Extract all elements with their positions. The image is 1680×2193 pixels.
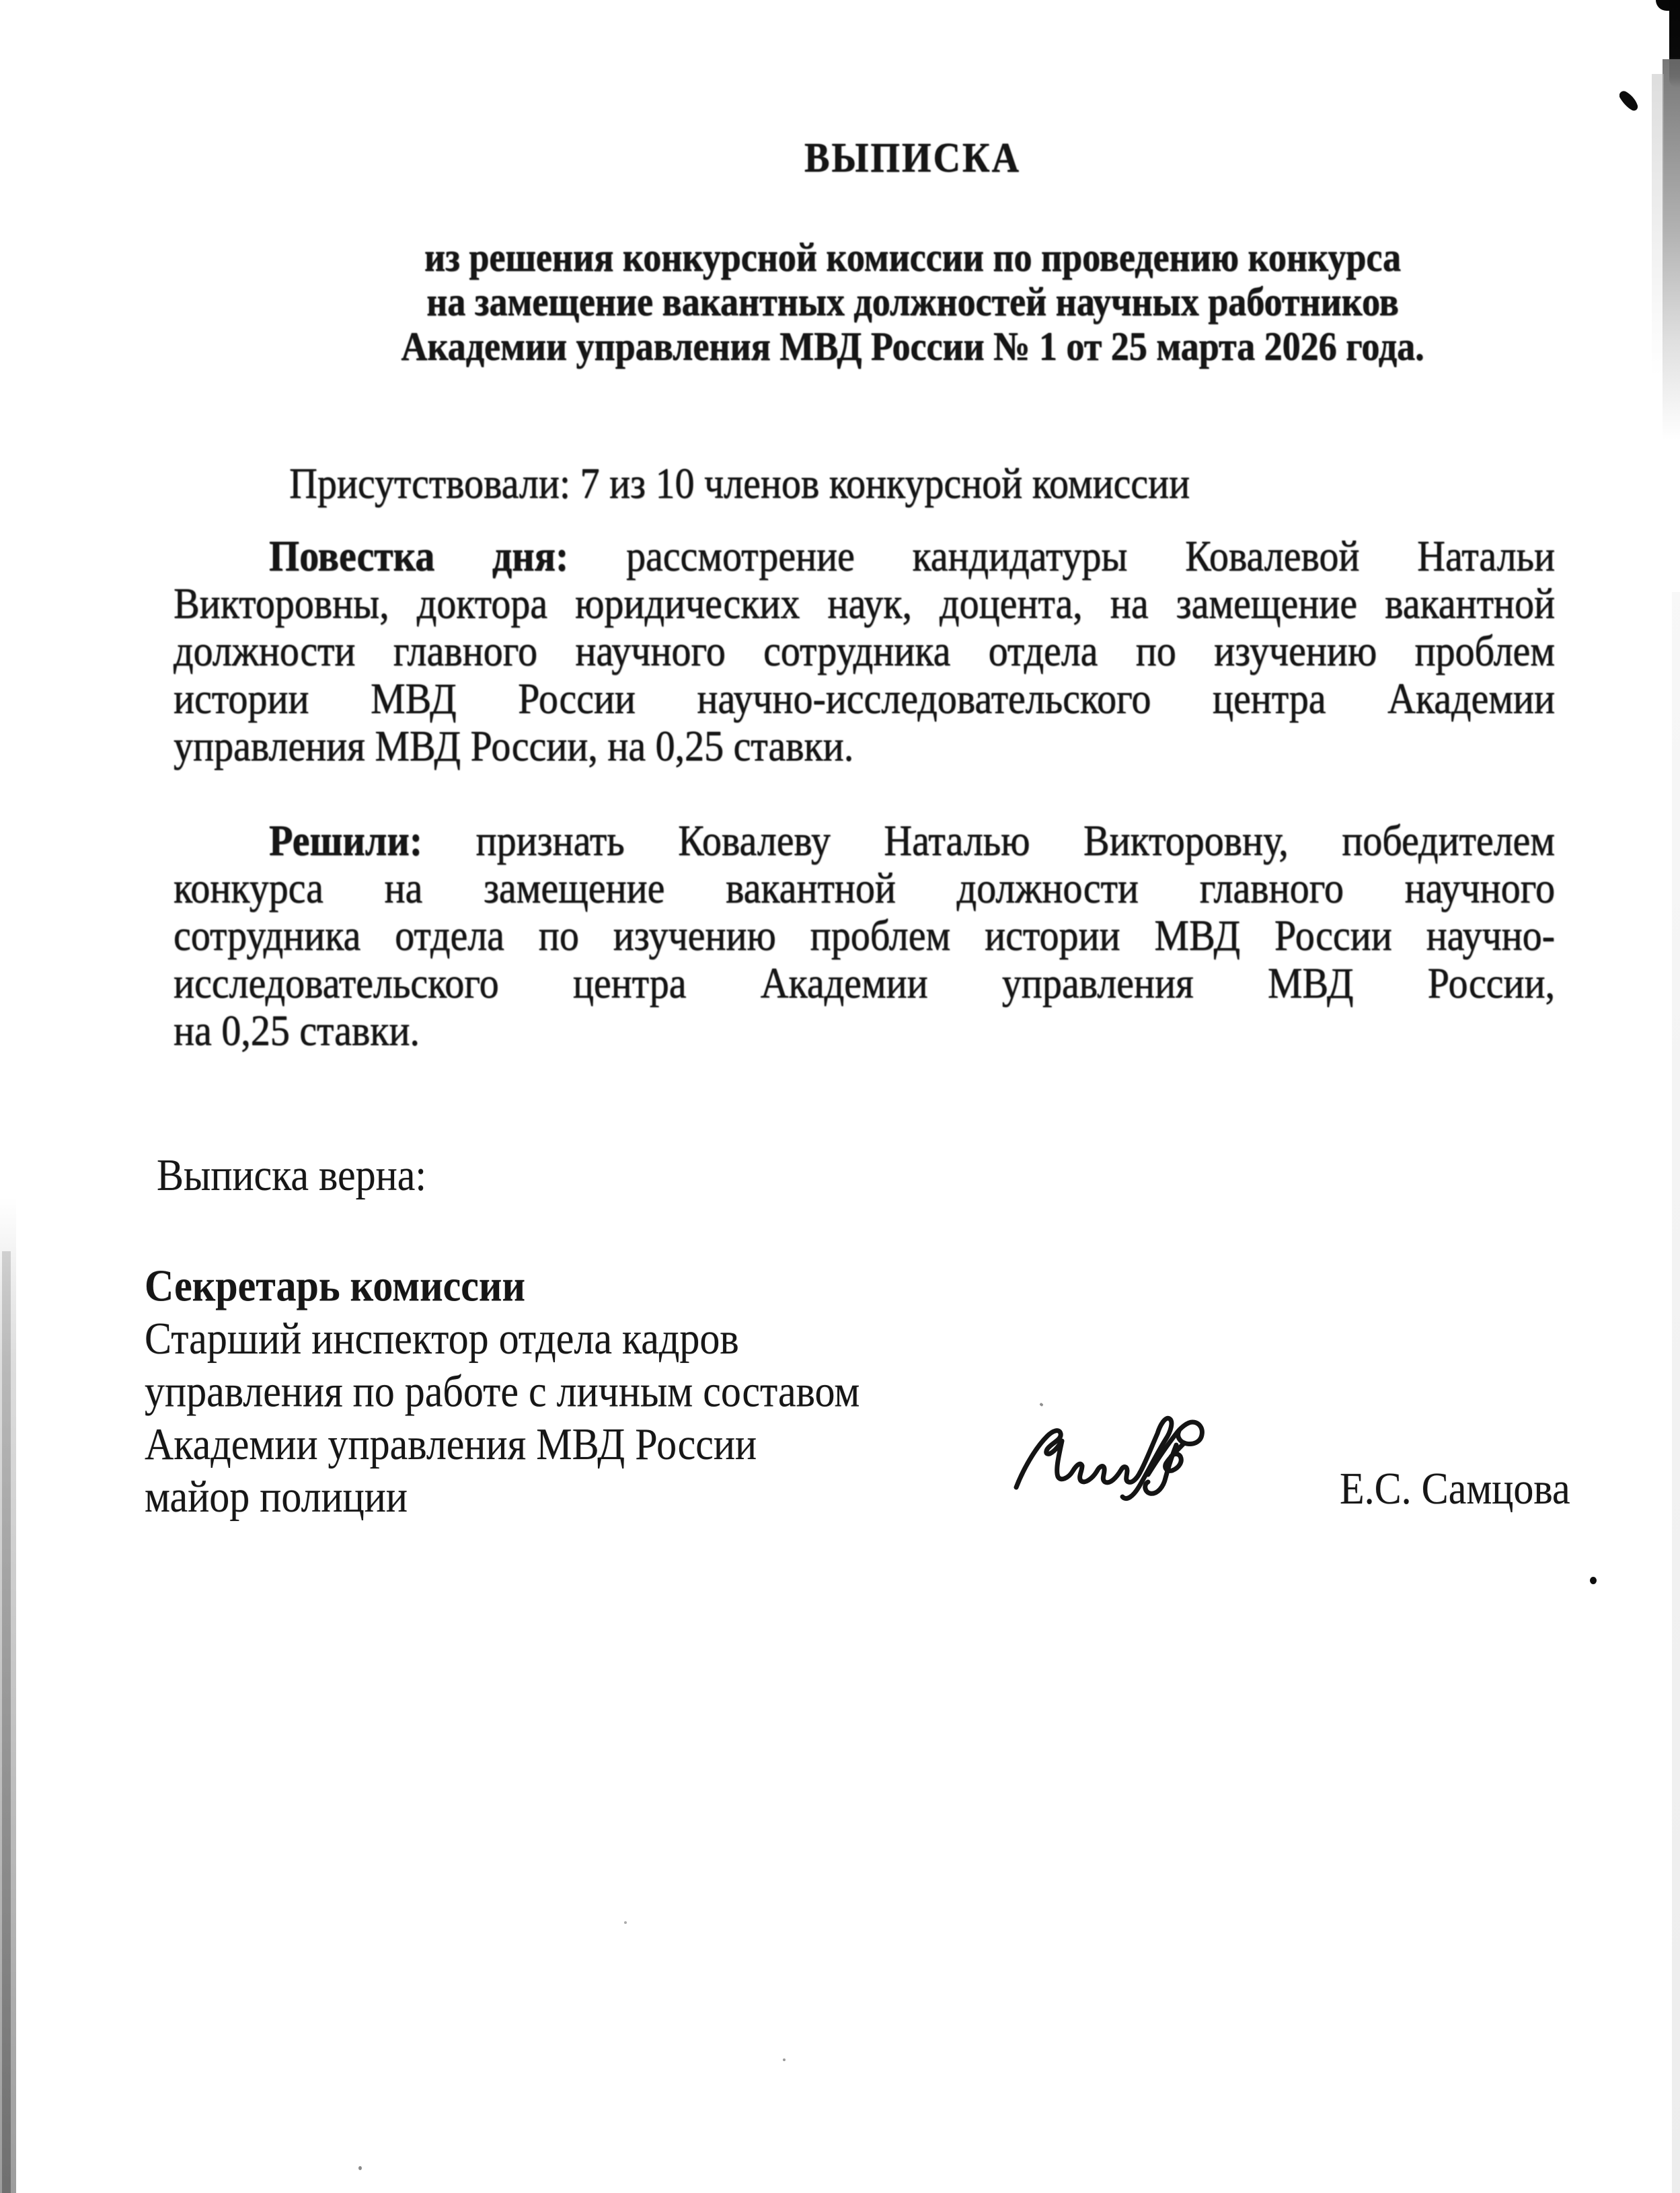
signatory-role-line-2: управления по работе с личным составом [145, 1366, 860, 1416]
scan-edge-left-shadow [0, 1197, 16, 2193]
signatory-role-line-4: майор полиции [145, 1471, 408, 1522]
agenda-line-5: управления МВД России, на 0,25 ставки. [174, 721, 854, 770]
resolution-line-1 [174, 817, 1555, 864]
paper-speck [358, 2166, 362, 2170]
signatory-role-line-3: Академии управления МВД России [145, 1419, 757, 1469]
agenda-line-2: Викторовны, доктора юридических наук, доцента, на замещение вакантной [174, 579, 1555, 628]
resolution-paragraph [174, 817, 1555, 1054]
paper-speck [624, 1921, 627, 1924]
resolution-line-1-text: признать Ковалеву Наталью Викторовну, победителем [475, 815, 1556, 865]
subtitle-line-3: Академии управления МВД России № 1 от 25 марта 2026 года. [401, 324, 1424, 369]
ink-dot [1590, 1577, 1597, 1584]
scan-edge-right-dark [1669, 0, 1680, 87]
resolution-line-5: на 0,25 ставки. [174, 1006, 420, 1055]
scan-edge-right-faint [1672, 592, 1680, 2193]
agenda-paragraph [174, 532, 1555, 770]
scan-edge-right-corner [1656, 0, 1680, 11]
signatory-role-title: Секретарь комиссии [145, 1261, 526, 1311]
certification-note: Выписка верна: [157, 1150, 427, 1200]
ink-smudge-icon [1614, 86, 1654, 124]
resolution-lead: Решили: [269, 815, 423, 865]
resolution-line-4: исследовательского центра Академии управления МВД России, [174, 958, 1555, 1008]
agenda-line-1-text: рассмотрение кандидатуры Ковалевой Натальи [626, 531, 1555, 581]
resolution-line-2: конкурса на замещение вакантной должности главного научного [174, 863, 1555, 913]
subtitle-line-2: на замещение вакантных должностей научных работников [426, 278, 1399, 325]
agenda-line-3: должности главного научного сотрудника отдела по изучению проблем [174, 626, 1555, 675]
handwritten-signature-icon [1005, 1408, 1227, 1522]
resolution-line-3: сотрудника отдела по изучению проблем истории МВД России научно- [174, 911, 1555, 960]
paper-speck [783, 2058, 786, 2061]
agenda-line-4: истории МВД России научно-исследовательского центра Академии [174, 673, 1555, 723]
agenda-lead: Повестка дня: [269, 531, 569, 581]
document-title: ВЫПИСКА [804, 135, 1021, 182]
scan-edge-right-shadow [1663, 59, 1680, 440]
agenda-line-1 [174, 532, 1555, 580]
signatory-name: Е.С. Самцова [1340, 1463, 1570, 1514]
document-subtitle [178, 235, 1648, 369]
attendance-line: Присутствовали: 7 из 10 членов конкурсной комиссии [289, 458, 1190, 508]
subtitle-line-1: из решения конкурсной комиссии по проведению конкурса [424, 234, 1401, 281]
signatory-role-line-1: Старший инспектор отдела кадров [145, 1313, 739, 1364]
scan-edge-left-dark [2, 1251, 11, 2193]
paper-speck [1039, 1403, 1043, 1407]
signatory-block [145, 1259, 860, 1523]
